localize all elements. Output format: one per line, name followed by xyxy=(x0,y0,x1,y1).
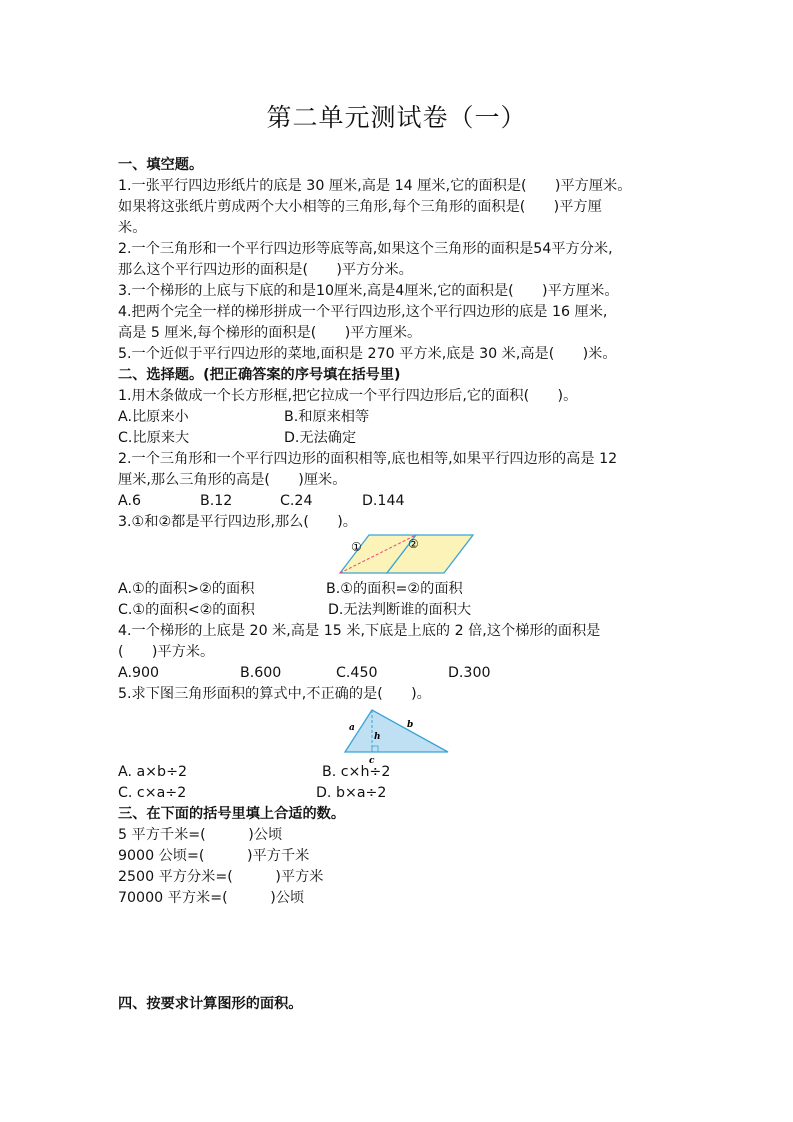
s2-q1-option-a: A.比原来小 xyxy=(118,409,189,425)
section4-heading: 四、按要求计算图形的面积。 xyxy=(118,996,303,1012)
s2-q2-line2: 厘米,那么三角形的高是( )厘米。 xyxy=(118,472,347,488)
s2-q4-option-b: B.600 xyxy=(240,665,282,681)
figure-label-1: ① xyxy=(351,540,362,554)
s2-q5-options-row2 xyxy=(118,783,688,804)
s1-q4-line2: 高是 5 厘米,每个梯形的面积是( )平方厘米。 xyxy=(118,325,422,341)
side-label-b: b xyxy=(407,720,414,730)
s2-q4-option-a: A.900 xyxy=(118,665,160,681)
s2-q3-options-row1 xyxy=(118,579,688,600)
figure-label-2: ② xyxy=(408,537,419,551)
s1-q5-line1: 5.一个近似于平行四边形的菜地,面积是 270 平方米,底是 30 米,高是( )米。 xyxy=(118,346,617,362)
s2-q1-option-b: B.和原来相等 xyxy=(284,409,370,425)
s2-q4-options xyxy=(118,663,688,684)
s2-q2-option-d: D.144 xyxy=(362,493,405,509)
s2-q5-option-b: B. c×h÷2 xyxy=(322,764,391,780)
s1-q1-line1: 1.一张平行四边形纸片的底是 30 厘米,高是 14 厘米,它的面积是( )平方厘米。 xyxy=(118,178,632,194)
triangle-figure xyxy=(118,705,688,766)
side-label-a: a xyxy=(349,723,355,733)
s2-q5-options-row1 xyxy=(118,762,688,783)
s2-q5-option-c: C. c×a÷2 xyxy=(118,785,187,801)
section3-heading: 三、在下面的括号里填上合适的数。 xyxy=(118,806,346,822)
s2-q4-line1: 4.一个梯形的上底是 20 米,高是 15 米,下底是上底的 2 倍,这个梯形的面积是 xyxy=(118,623,601,639)
s1-q2-line1: 2.一个三角形和一个平行四边形等底等高,如果这个三角形的面积是54平方分米, xyxy=(118,241,613,257)
s2-q3-option-b: B.①的面积=②的面积 xyxy=(326,581,463,597)
s1-q2-line2: 那么这个平行四边形的面积是( )平方分米。 xyxy=(118,262,413,278)
s1-q4-line1: 4.把两个完全一样的梯形拼成一个平行四边形,这个平行四边形的底是 16 厘米, xyxy=(118,304,608,320)
s2-q4-line2: ( )平方米。 xyxy=(118,644,215,660)
base-label-c: c xyxy=(369,756,375,766)
s2-q3-text: 3.①和②都是平行四边形,那么( )。 xyxy=(118,514,357,530)
s1-q1-line2: 如果将这张纸片剪成两个大小相等的三角形,每个三角形的面积是( )平方厘 xyxy=(118,199,602,215)
parallelograms-figure xyxy=(118,533,688,579)
s2-q2-options xyxy=(118,491,688,512)
s2-q2-line1: 2.一个三角形和一个平行四边形的面积相等,底也相等,如果平行四边形的高是 12 xyxy=(118,451,618,467)
s2-q1-options-row1 xyxy=(118,407,688,428)
s2-q4-option-c: C.450 xyxy=(336,665,378,681)
s2-q1-options-row2 xyxy=(118,428,688,449)
s3-item-2: 9000 公顷=( )平方千米 xyxy=(118,848,310,864)
s2-q3-options-row2 xyxy=(118,600,688,621)
s1-q1-line3: 米。 xyxy=(118,220,147,236)
s2-q2-option-a: A.6 xyxy=(118,493,141,509)
section1-heading: 一、填空题。 xyxy=(118,157,204,173)
s2-q5-text: 5.求下图三角形面积的算式中,不正确的是( )。 xyxy=(118,686,431,702)
page-title: 第二单元测试卷（一） xyxy=(266,103,527,132)
s2-q4-option-d: D.300 xyxy=(448,665,491,681)
s2-q3-option-d: D.无法判断谁的面积大 xyxy=(328,602,472,618)
triangle-shape xyxy=(345,710,448,752)
s2-q5-option-d: D. b×a÷2 xyxy=(316,785,387,801)
s2-q1-option-c: C.比原来大 xyxy=(118,430,190,446)
s2-q3-option-a: A.①的面积>②的面积 xyxy=(118,581,255,597)
s2-q5-option-a: A. a×b÷2 xyxy=(118,764,187,780)
s2-q1-option-d: D.无法确定 xyxy=(284,430,357,446)
triangle-svg xyxy=(118,706,688,766)
section2-heading: 二、选择题。(把正确答案的序号填在括号里) xyxy=(118,367,401,383)
parallelograms-svg xyxy=(118,531,688,577)
s2-q2-option-b: B.12 xyxy=(200,493,233,509)
s3-item-1: 5 平方千米=( )公顷 xyxy=(118,827,283,843)
height-label-h: h xyxy=(374,732,381,742)
s2-q1-text: 1.用木条做成一个长方形框,把它拉成一个平行四边形后,它的面积( )。 xyxy=(118,388,578,404)
s3-item-4: 70000 平方米=( )公顷 xyxy=(118,890,305,906)
s2-q3-option-c: C.①的面积<②的面积 xyxy=(118,602,255,618)
s1-q3-line1: 3.一个梯形的上底与下底的和是10厘米,高是4厘米,它的面积是( )平方厘米。 xyxy=(118,283,619,299)
s3-item-3: 2500 平方分米=( )平方米 xyxy=(118,869,324,885)
worksheet-body xyxy=(118,155,688,909)
s2-q2-option-c: C.24 xyxy=(280,493,313,509)
